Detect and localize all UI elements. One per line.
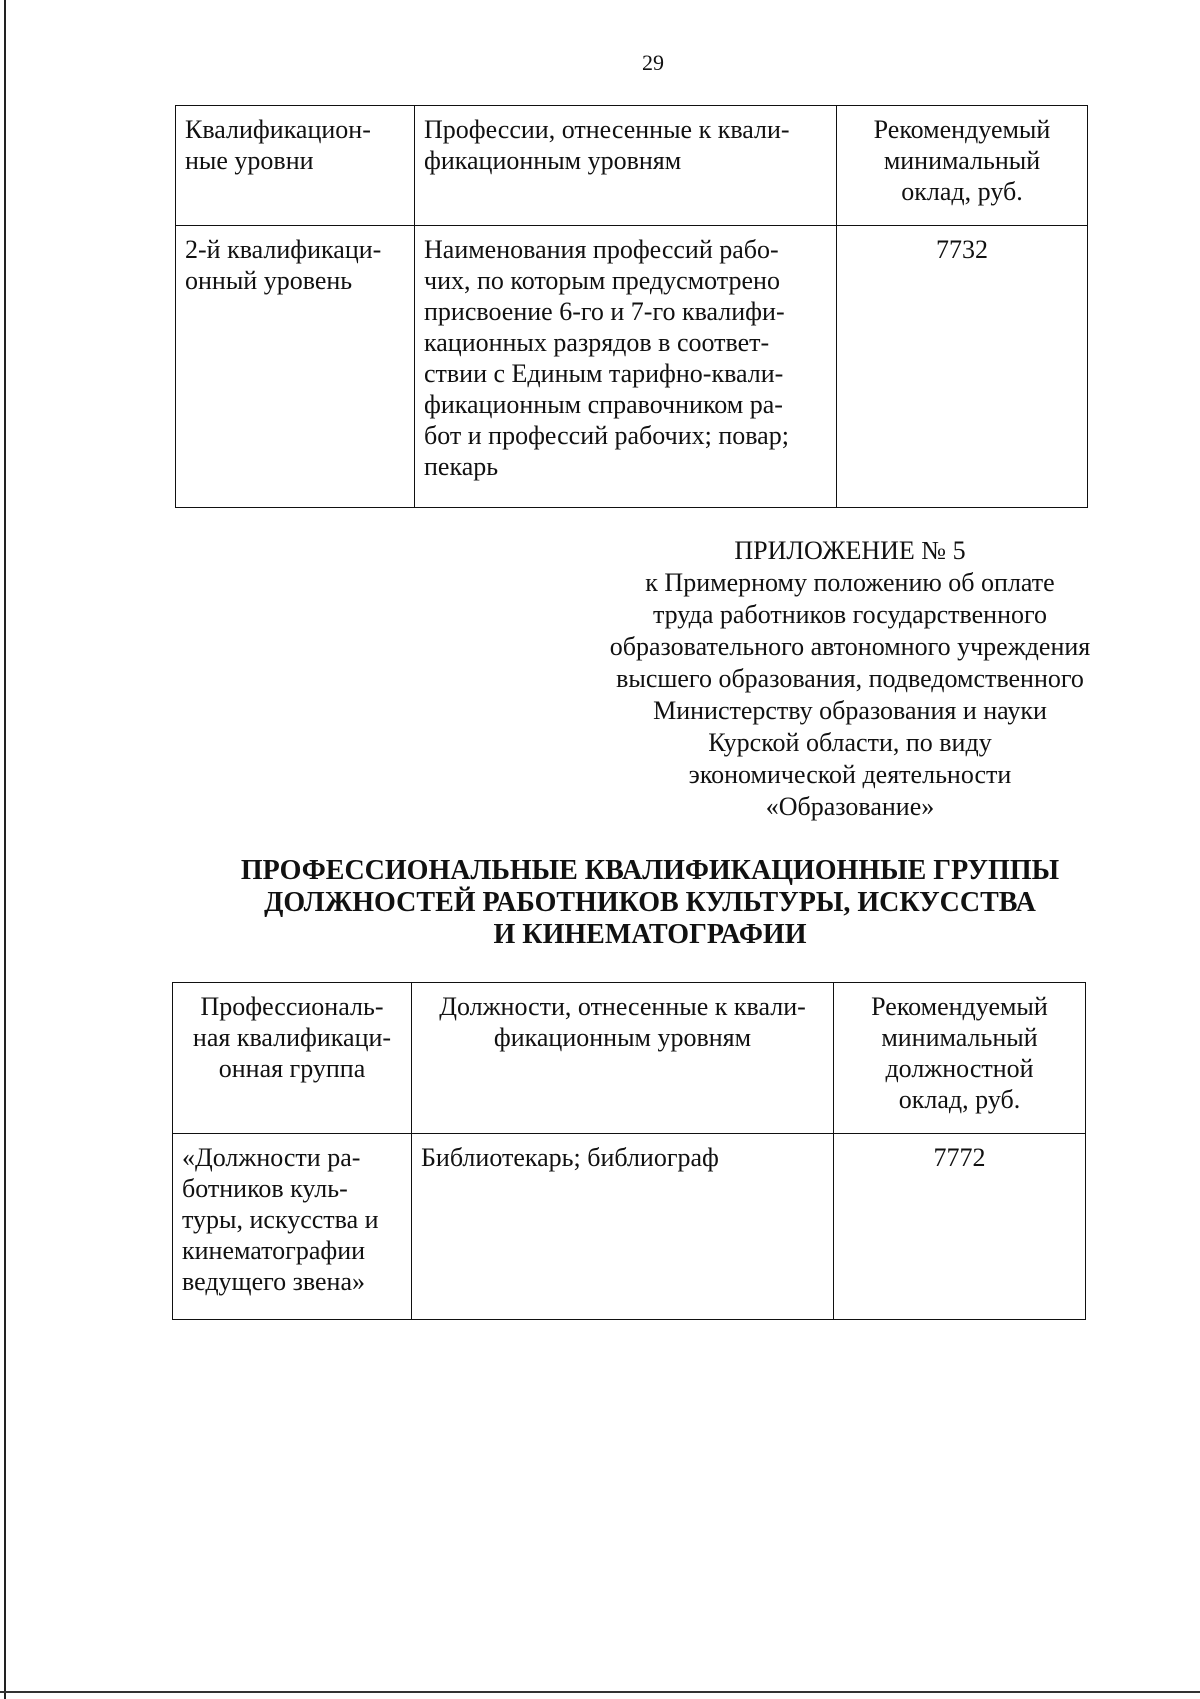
cell-line: пекарь (424, 452, 499, 481)
header-line: фикационным уровням (493, 1023, 752, 1052)
header-cell (412, 983, 834, 1134)
header-cell (415, 106, 837, 226)
cell-line: онный уровень (185, 266, 353, 295)
annex-line: высшего образования, подведомственного (616, 664, 1084, 693)
table-header-row (173, 983, 1086, 1134)
level-cell (176, 226, 415, 508)
header-line: Рекомендуемый (873, 115, 1051, 144)
cell-line: 2-й квалификаци- (185, 235, 382, 264)
annex-line: к Примерному положению об оплате (645, 568, 1055, 597)
document-title (150, 855, 1150, 951)
annex-line: «Образование» (765, 792, 935, 821)
header-cell (176, 106, 415, 226)
annex-line: образовательного автономного учреждения (609, 632, 1091, 661)
positions-cell (412, 1134, 834, 1320)
page-number: 29 (642, 50, 664, 75)
cell-line: чих, по которым предусмотрено (424, 266, 780, 295)
header-line: оклад, руб. (901, 177, 1023, 206)
header-line: Квалификацион- (185, 115, 371, 144)
title-line: И КИНЕМАТОГРАФИИ (493, 919, 807, 950)
qualification-levels-table (175, 105, 1088, 508)
cell-line: присвоение 6-го и 7-го квалифи- (424, 297, 785, 326)
header-line: Профессиональ- (200, 992, 384, 1021)
scan-edge-left (4, 0, 6, 1699)
header-cell (173, 983, 412, 1134)
culture-workers-table (172, 982, 1086, 1320)
salary-cell (834, 1134, 1086, 1320)
title-line: ПРОФЕССИОНАЛЬНЫЕ КВАЛИФИКАЦИОННЫЕ ГРУППЫ (240, 855, 1060, 886)
header-line: Должности, отнесенные к квали- (439, 992, 806, 1021)
cell-line: ботников куль- (182, 1174, 348, 1203)
salary-value: 7772 (933, 1143, 986, 1172)
table-header-row (176, 106, 1088, 226)
cell-line: Библиотекарь; библиограф (421, 1143, 719, 1172)
salary-value: 7732 (936, 235, 988, 264)
header-line: должностной (885, 1054, 1034, 1083)
cell-line: ствии с Единым тарифно-квали- (424, 359, 784, 388)
cell-line: туры, искусства и (182, 1205, 379, 1234)
annex-line: экономической деятельности (688, 760, 1012, 789)
cell-line: «Должности ра- (182, 1143, 361, 1172)
annex-line: труда работников государственного (652, 600, 1048, 629)
cell-line: кационных разрядов в соответ- (424, 328, 770, 357)
annex-line: Курской области, по виду (708, 728, 992, 757)
header-line: минимальный (883, 146, 1041, 175)
scan-edge-bottom (0, 1691, 1200, 1693)
annex-block (560, 535, 1140, 823)
header-line: онная группа (218, 1054, 366, 1083)
header-line: Рекомендуемый (871, 992, 1048, 1021)
header-line: ные уровни (185, 146, 314, 175)
header-line: ная квалификаци- (192, 1023, 392, 1052)
cell-line: кинематографии (182, 1236, 366, 1265)
header-line: оклад, руб. (898, 1085, 1021, 1114)
group-cell (173, 1134, 412, 1320)
cell-line: ведущего звена» (182, 1267, 366, 1296)
professions-cell (415, 226, 837, 508)
cell-line: фикационным справочником ра- (424, 390, 783, 419)
cell-line: бот и профессий рабочих; повар; (424, 421, 789, 450)
header-cell (837, 106, 1088, 226)
header-line: фикационным уровням (424, 146, 682, 175)
salary-cell (837, 226, 1088, 508)
header-line: минимальный (881, 1023, 1038, 1052)
header-cell (834, 983, 1086, 1134)
annex-line: Министерству образования и науки (653, 696, 1047, 725)
header-line: Профессии, отнесенные к квали- (424, 115, 790, 144)
cell-line: Наименования профессий рабо- (424, 235, 779, 264)
table-row (173, 1134, 1086, 1320)
title-line: ДОЛЖНОСТЕЙ РАБОТНИКОВ КУЛЬТУРЫ, ИСКУССТВА (264, 887, 1036, 918)
table-row (176, 226, 1088, 508)
annex-heading: ПРИЛОЖЕНИЕ № 5 (734, 536, 966, 565)
